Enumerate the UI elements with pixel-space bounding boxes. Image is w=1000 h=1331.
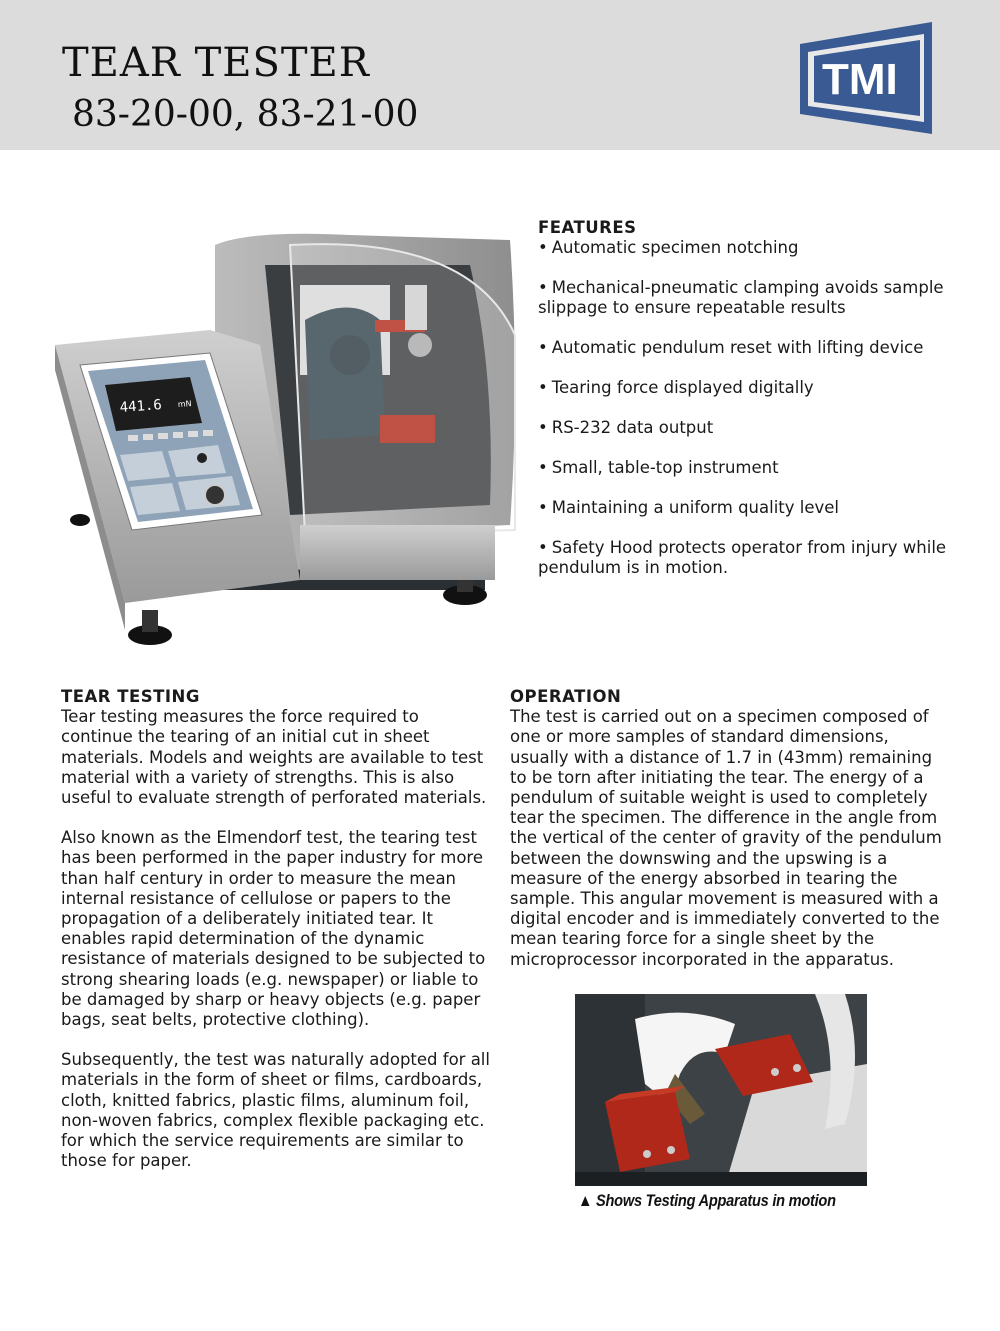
features-list	[538, 238, 968, 578]
bullet: •	[538, 278, 548, 297]
paragraph: Also known as the Elmendorf test, the tearing test has been performed in the paper industry for more than half century in order to measure the mean internal resistance of cellulose or papers to the propagation of a deliberately initiated tear. It enables rapid determination of the dynamic resistance of materials designed to be subjected to strong shearing loads (e.g. newspaper) or liable to be damaged by sharp or heavy objects (e.g. paper bags, seat belts, protective clothing).	[61, 828, 486, 1030]
model-numbers: 83-20-00, 83-21-00	[72, 94, 419, 135]
list-item: • Safety Hood protects operator from injury while pendulum is in motion.	[538, 538, 947, 577]
testing-apparatus-photo	[575, 994, 867, 1186]
page-title: TEAR TESTER	[62, 40, 370, 86]
photo-caption: ▲ Shows Testing Apparatus in motion	[578, 1191, 836, 1210]
tmi-logo	[800, 22, 932, 134]
bullet: •	[538, 338, 548, 357]
list-item: • Automatic pendulum reset with lifting device	[538, 338, 924, 357]
bullet: •	[538, 378, 548, 397]
operation-section	[510, 687, 950, 990]
tear-testing-section	[61, 687, 491, 1191]
list-item: • Small, table-top instrument	[538, 458, 779, 477]
bullet: •	[538, 498, 548, 517]
bullet: •	[538, 538, 548, 557]
header-band	[0, 0, 1000, 150]
paragraph: Subsequently, the test was naturally adopted for all materials in the form of sheet or films, cardboards, cloth, knitted fabrics, plastic films, aluminum foil, non-woven fabrics, complex flexible packaging etc. for which the service requirements are similar to those for paper.	[61, 1050, 490, 1171]
list-item: • RS-232 data output	[538, 418, 714, 437]
paragraph: The test is carried out on a specimen composed of one or more samples of standard dimensions, usually with a distance of 1.7 in (43mm) remaining to be torn after initiating the tear. The energy of a pendulum of suitable weight is used to completely tear the specimen. The difference in the angle from the vertical of the center of gravity of the pendulum between the downswing and the upswing is a measure of the energy absorbed in tearing the sample. This angular movement is measured with a digital encoder and is immediately converted to the mean tearing force for a single sheet by the microprocessor incorporated in the apparatus.	[510, 707, 942, 969]
display-unit: mN	[177, 399, 192, 409]
tear-tester-machine-image	[50, 225, 525, 655]
display-reading: 441.6	[119, 397, 163, 416]
paragraph: Tear testing measures the force required to continue the tearing of an initial cut in sheet materials. Models and weights are available to test material with a variety of strengths. This is also useful to evaluate strength of perforated materials.	[61, 707, 487, 808]
logo-text: TMI	[822, 55, 898, 104]
tear-testing-heading: TEAR TESTING	[61, 687, 200, 706]
operation-heading: OPERATION	[510, 687, 622, 706]
list-item: • Tearing force displayed digitally	[538, 378, 814, 397]
list-item: • Mechanical-pneumatic clamping avoids sample slippage to ensure repeatable results	[538, 278, 944, 317]
list-item: • Automatic specimen notching	[538, 238, 799, 257]
bullet: •	[538, 418, 548, 437]
list-item: • Maintaining a uniform quality level	[538, 498, 840, 517]
bullet: •	[538, 238, 548, 257]
features-section	[538, 218, 968, 598]
features-heading: FEATURES	[538, 218, 637, 237]
bullet: •	[538, 458, 548, 477]
